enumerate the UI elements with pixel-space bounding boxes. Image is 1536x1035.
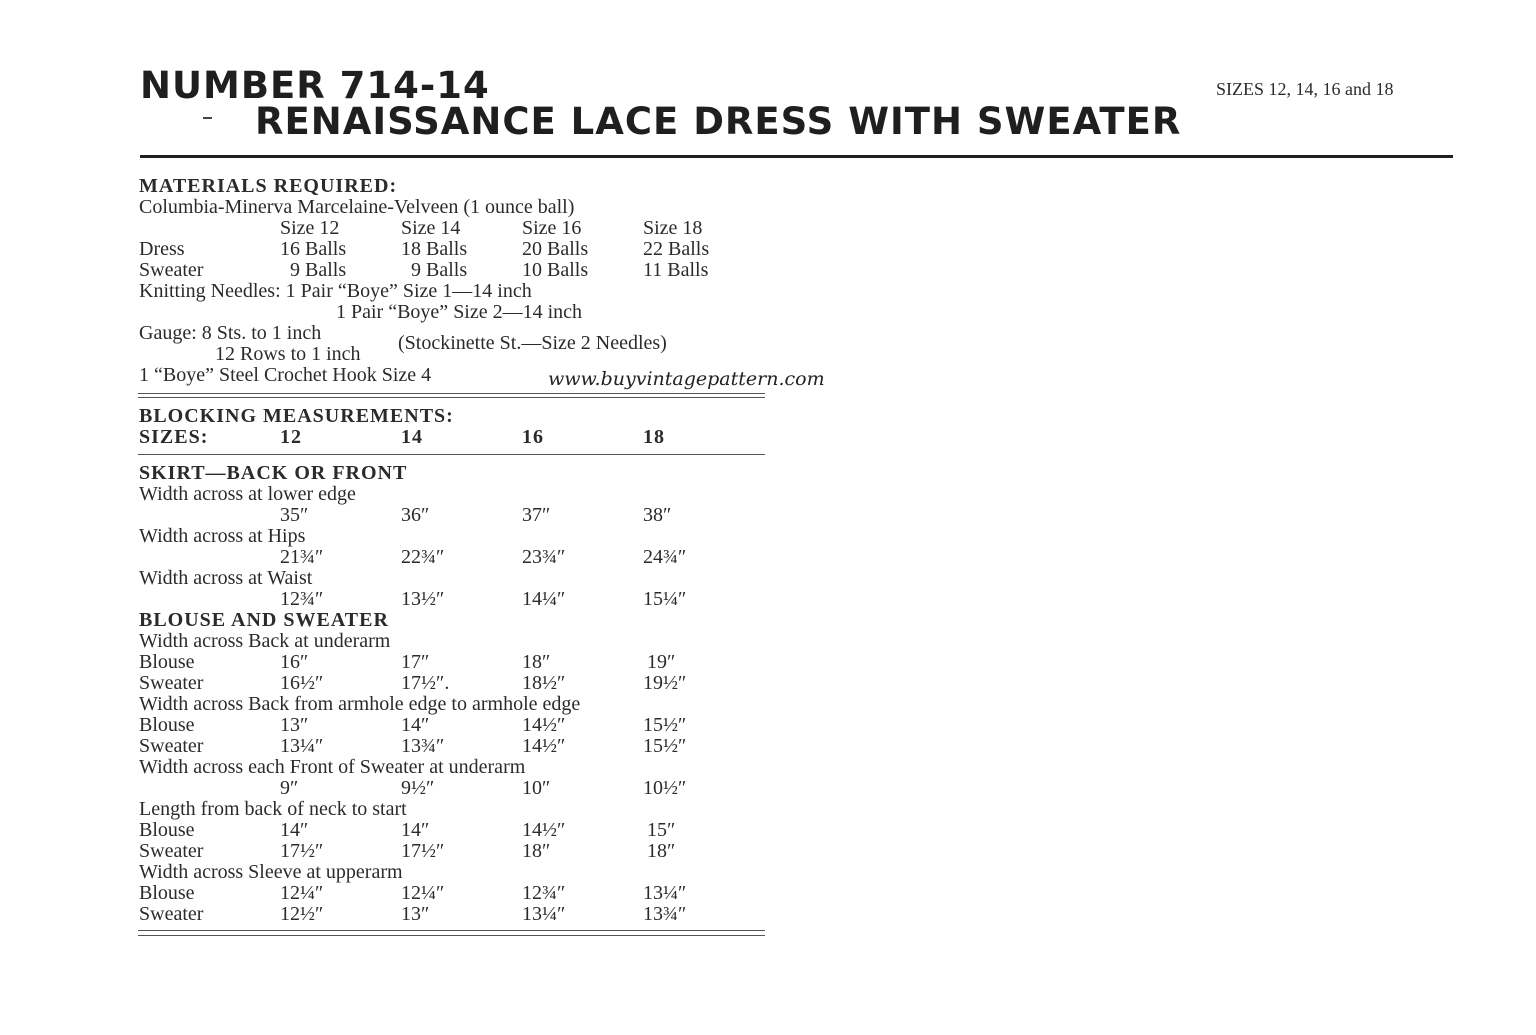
divider [138,397,765,398]
measurement-value: 13¼″ [643,882,687,904]
dress-balls: 20 Balls [522,238,589,260]
row-label-blouse: Blouse [139,882,195,904]
needles-line-2: 1 Pair “Boye” Size 2—14 inch [336,301,583,323]
yarn-line: Columbia-Minerva Marcelaine-Velveen (1 ounce ball) [139,196,575,218]
blocking-heading: BLOCKING MEASUREMENTS: [139,405,454,427]
sweater-balls: 9 Balls [411,259,468,281]
measurement-value: 22¾″ [401,546,445,568]
size-header: Size 14 [401,217,461,239]
measurement-value: 36″ [401,504,430,526]
header-rule [140,155,1453,158]
measurement-value: 9½″ [401,777,435,799]
measurement-value: 12¾″ [280,588,324,610]
sizes-label: SIZES: [139,426,209,448]
measurement-value: 17½″. [401,672,450,694]
row-label-sweater: Sweater [139,735,204,757]
gauge-line-2: 12 Rows to 1 inch [215,343,361,365]
size-header: Size 12 [280,217,340,239]
watermark-url: www.buyvintagepattern.com [548,368,825,390]
sweater-balls: 9 Balls [290,259,347,281]
measurement-value: 17½″ [280,840,324,862]
size-header: Size 16 [522,217,582,239]
divider [138,935,765,936]
pattern-number: NUMBER 714-14 [140,64,490,107]
measurement-value: 18″ [522,840,551,862]
row-label-sweater: Sweater [139,672,204,694]
gauge-note: (Stockinette St.—Size 2 Needles) [398,332,667,354]
measurement-value: 23¾″ [522,546,566,568]
measurement-value: 14¼″ [522,588,566,610]
measurement-value: 14″ [280,819,309,841]
row-label-sweater: Sweater [139,840,204,862]
divider [138,454,765,455]
divider [138,930,765,931]
measurement-value: 13¾″ [401,735,445,757]
measurement-value: 14″ [401,714,430,736]
dress-balls: 22 Balls [643,238,710,260]
measurement-value: 21¾″ [280,546,324,568]
measurement-value: 24¾″ [643,546,687,568]
blouse-heading: BLOUSE AND SWEATER [139,609,389,631]
skirt-waist-label: Width across at Waist [139,567,313,589]
measurement-value: 14½″ [522,819,566,841]
measurement-value: 17½″ [401,840,445,862]
sizes-available: SIZES 12, 14, 16 and 18 [1216,79,1394,99]
measurement-value: 16½″ [280,672,324,694]
measurement-value: 14½″ [522,735,566,757]
row-label-blouse: Blouse [139,651,195,673]
measurement-value: 14″ [401,819,430,841]
skirt-lower-edge-label: Width across at lower edge [139,483,356,505]
measurement-value: 9″ [280,777,299,799]
front-underarm-label: Width across each Front of Sweater at underarm [139,756,526,778]
measurement-value: 15¼″ [643,588,687,610]
pattern-title: RENAISSANCE LACE DRESS WITH SWEATER [255,100,1182,143]
measurement-value: 13½″ [401,588,445,610]
materials-heading: MATERIALS REQUIRED: [139,175,398,197]
measurement-value: 17″ [401,651,430,673]
measurement-value: 10½″ [643,777,687,799]
hook-line: 1 “Boye” Steel Crochet Hook Size 4 [139,364,432,386]
dress-label: Dress [139,238,185,260]
measurement-value: 13¾″ [643,903,687,925]
measurement-value: 15½″ [643,735,687,757]
measurement-value: 16″ [280,651,309,673]
size-header: Size 18 [643,217,703,239]
gauge-line-1: Gauge: 8 Sts. to 1 inch [139,322,322,344]
blocking-size: 16 [522,426,544,448]
back-underarm-label: Width across Back at underarm [139,630,391,652]
blocking-size: 18 [643,426,665,448]
measurement-value: 12½″ [280,903,324,925]
measurement-value: 12¼″ [280,882,324,904]
measurement-value: 19″ [647,651,676,673]
skirt-hips-label: Width across at Hips [139,525,306,547]
measurement-value: 12¾″ [522,882,566,904]
back-armhole-label: Width across Back from armhole edge to armhole edge [139,693,581,715]
measurement-value: 19½″ [643,672,687,694]
row-label-blouse: Blouse [139,819,195,841]
length-label: Length from back of neck to start [139,798,407,820]
blocking-size: 12 [280,426,302,448]
sweater-balls: 11 Balls [643,259,709,281]
measurement-value: 10″ [522,777,551,799]
blocking-size: 14 [401,426,423,448]
needles-line-1: Knitting Needles: 1 Pair “Boye” Size 1—14 inch [139,280,532,302]
measurement-value: 38″ [643,504,672,526]
measurement-value: 15½″ [643,714,687,736]
measurement-value: 18″ [647,840,676,862]
measurement-value: 14½″ [522,714,566,736]
divider [138,393,765,394]
measurement-value: 12¼″ [401,882,445,904]
row-label-sweater: Sweater [139,903,204,925]
measurement-value: 13″ [280,714,309,736]
skirt-heading: SKIRT—BACK OR FRONT [139,462,408,484]
sweater-label: Sweater [139,259,204,281]
measurement-value: 15″ [647,819,676,841]
measurement-value: 13¼″ [280,735,324,757]
sleeve-label: Width across Sleeve at upperarm [139,861,403,883]
sweater-balls: 10 Balls [522,259,589,281]
dress-balls: 16 Balls [280,238,347,260]
dress-balls: 18 Balls [401,238,468,260]
measurement-value: 13″ [401,903,430,925]
dash-mark [203,117,212,119]
measurement-value: 35″ [280,504,309,526]
measurement-value: 37″ [522,504,551,526]
row-label-blouse: Blouse [139,714,195,736]
measurement-value: 18″ [522,651,551,673]
measurement-value: 13¼″ [522,903,566,925]
measurement-value: 18½″ [522,672,566,694]
